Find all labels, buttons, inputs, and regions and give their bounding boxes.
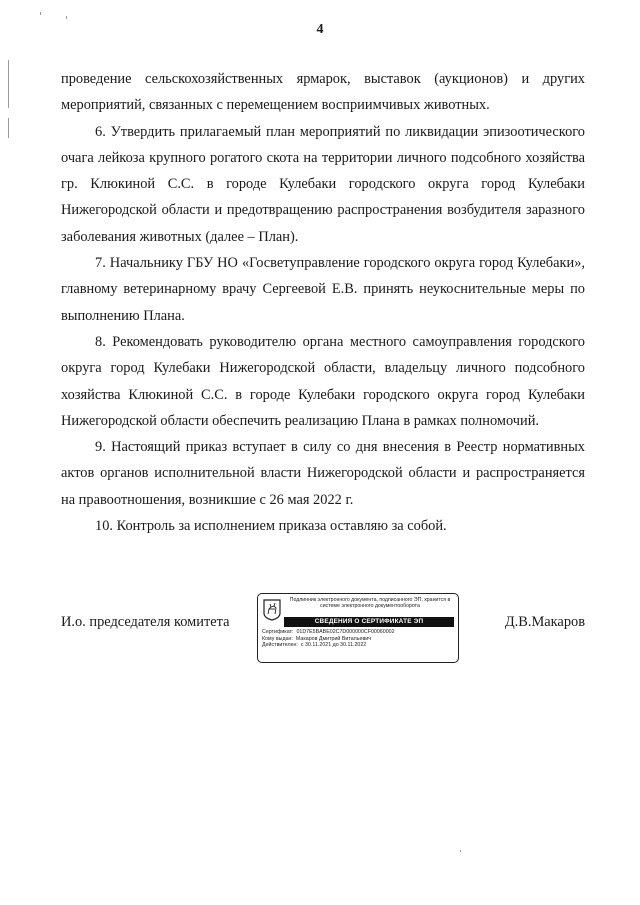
signer-name: Д.В.Макаров: [504, 614, 585, 630]
paragraph-item-8: 8. Рекомендовать руководителю органа местного самоуправления городского округа город Кулебаки Нижегородской области, владельцу личного подсобного хозяйства Клюкиной С.С. в городе Кулебаки городского округа город Кулебаки Нижегородской области обеспечить реализацию Плана в рамках полномочий.: [61, 333, 585, 429]
signer-title: И.о. председателя комитета: [61, 614, 230, 630]
scan-artifact-top-2: [66, 16, 67, 19]
stamp-header: СВЕДЕНИЯ О СЕРТИФИКАТЕ ЭП: [284, 617, 454, 627]
scan-artifact-top: [40, 12, 41, 15]
paragraph-item-10: 10. Контроль за исполнением приказа оставляю за собой.: [95, 518, 447, 535]
signature-block: [61, 593, 585, 673]
page-number: 4: [316, 22, 324, 37]
scan-artifact-left-edge: [8, 60, 9, 108]
document-body: [61, 66, 585, 539]
certificate-value: 01D7E5BABE02C7D000000CF00060002: [296, 629, 395, 635]
paragraph-item-6: 6. Утвердить прилагаемый план мероприятий по ликвидации эпизоотического очага лейкоза крупного рогатого скота на территории личного подсобного хозяйства гр. Клюкиной С.С. в городе Кулебаки городского округа город Кулебаки Нижегородской области и предотвращению распространения возбудителя заразного заболевания животных (далее – План).: [61, 123, 585, 245]
scan-artifact-left-edge-2: [8, 118, 9, 138]
validity-label: Действителен:: [262, 642, 298, 649]
certificate-row: [262, 629, 456, 636]
paragraph-item-7: 7. Начальнику ГБУ НО «Госветуправление городского округа город Кулебаки», главному ветеринарному врачу Сергеевой Е.В. принять неукоснительные меры по выполнению Плана.: [61, 255, 585, 324]
issued-to-value: Макаров Дмитрий Витальевич: [295, 635, 371, 642]
validity-row: [262, 642, 456, 649]
paragraph-item-9: 9. Настоящий приказ вступает в силу со дня внесения в Реестр нормативных актов органов исполнительной власти Нижегородской области и распространяется на правоотношения, возникшие с 26 мая 2022 г.: [61, 439, 585, 508]
scan-artifact-bottom: [460, 850, 461, 852]
paragraph-continuation: проведение сельскохозяйственных ярмарок, выставок (аукционов) и других мероприятий, связанных с перемещением восприимчивых животных.: [61, 71, 585, 114]
electronic-signature-stamp: [257, 593, 459, 663]
issued-to-label: Кому выдан:: [262, 635, 293, 642]
validity-value: с 30.11.2021 до 30.11.2022: [300, 642, 367, 649]
certificate-label: Сертификат:: [262, 629, 294, 635]
deer-emblem-icon: [263, 599, 281, 621]
stamp-details: [262, 629, 456, 649]
stamp-notice: Подлинник электронного документа, подписанного ЭП, хранится в системе электронного документооборота: [289, 597, 451, 610]
